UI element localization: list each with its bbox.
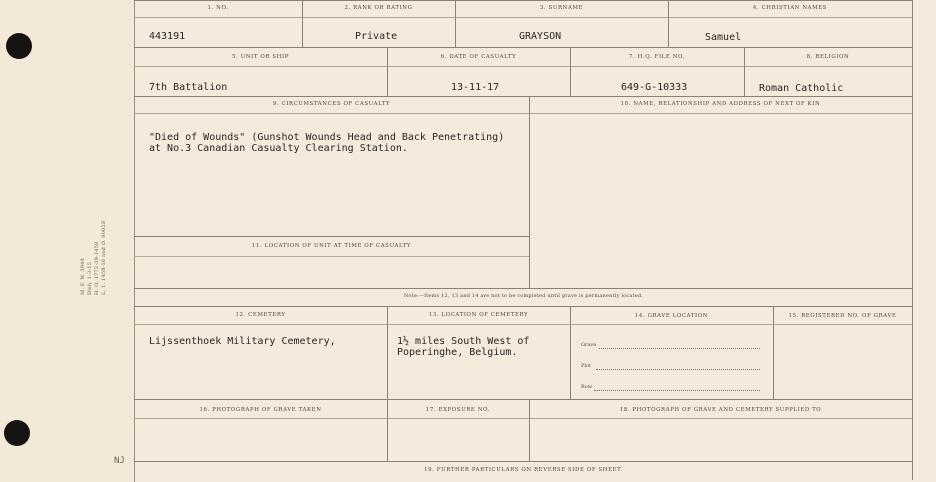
rule bbox=[134, 324, 913, 325]
surname-value: GRAYSON bbox=[519, 31, 562, 42]
rule bbox=[387, 306, 388, 399]
plot-dotted-line bbox=[596, 368, 760, 370]
rule bbox=[134, 306, 913, 307]
christian-names-value: Samuel bbox=[705, 32, 742, 43]
rule bbox=[529, 96, 530, 288]
hq-file-value: 649-G-10333 bbox=[621, 82, 688, 93]
field-label-unit: 5. UNIT OR SHIP bbox=[232, 54, 289, 60]
rule bbox=[134, 418, 913, 419]
field-label-hq-file: 7. H.Q. FILE NO. bbox=[628, 54, 686, 60]
field-label-registered-no: 15. REGISTERED NO. OF GRAVE bbox=[788, 313, 897, 319]
rank-value: Private bbox=[355, 31, 398, 42]
field-label-circumstances: 9. CIRCUMSTANCES OF CASUALTY bbox=[272, 101, 391, 107]
grave-dotted-line bbox=[599, 347, 760, 349]
rule bbox=[134, 461, 913, 462]
rule bbox=[134, 0, 913, 1]
print-code-line: H. Q. 1772-39-1458 bbox=[94, 241, 100, 295]
location-cemetery-value: 1½ miles South West of Poperinghe, Belgium. bbox=[397, 336, 530, 358]
rule bbox=[570, 306, 571, 399]
religion-value: Roman Catholic bbox=[759, 83, 844, 94]
service-number: 443191 bbox=[149, 31, 186, 42]
field-label-religion: 8. RELIGION bbox=[806, 54, 850, 60]
row-dotted-line bbox=[594, 389, 760, 391]
cemetery-value: Lijssenthoek Military Cemetery, bbox=[149, 336, 336, 347]
field-label-date-casualty: 6. DATE OF CASUALTY bbox=[440, 54, 517, 60]
print-code-line: M. F. W. 3944 bbox=[80, 258, 86, 295]
print-code-line: Dlsb. 1-3-15 bbox=[87, 261, 93, 295]
rule bbox=[773, 306, 774, 399]
rule bbox=[134, 96, 913, 97]
field-label-no: 1. NO. bbox=[207, 5, 229, 11]
rule bbox=[134, 236, 529, 237]
plot-label: Plot bbox=[581, 363, 591, 369]
rule bbox=[134, 256, 529, 257]
rule bbox=[134, 66, 913, 67]
further-particulars-note: 19. FURTHER PARTICULARS ON REVERSE SIDE OF SHEET. bbox=[424, 467, 623, 473]
field-label-grave-location: 14. GRAVE LOCATION bbox=[634, 313, 709, 319]
field-label-rank: 2. RANK OR RATING bbox=[344, 5, 413, 11]
field-label-location-cemetery: 13. LOCATION OF CEMETERY bbox=[428, 312, 529, 318]
row-label: Row bbox=[581, 384, 593, 390]
rule bbox=[912, 0, 913, 480]
field-label-photo-taken: 16. PHOTOGRAPH OF GRAVE TAKEN bbox=[199, 407, 322, 413]
grave-label: Grave bbox=[581, 342, 597, 348]
field-label-location-unit: 11. LOCATION OF UNIT AT TIME OF CASUALTY bbox=[251, 243, 412, 249]
rule bbox=[134, 47, 913, 48]
field-label-exposure: 17. EXPOSURE NO. bbox=[425, 407, 491, 413]
date-casualty-value: 13-11-17 bbox=[451, 82, 500, 93]
circumstances-value: "Died of Wounds" (Gunshot Wounds Head and Back Penetrating) at No.3 Canadian Casualty Clearing Station. bbox=[149, 132, 505, 154]
rule bbox=[134, 399, 913, 400]
field-label-next-of-kin: 10. NAME, RELATIONSHIP AND ADDRESS OF NEXT OF KIN bbox=[620, 101, 821, 107]
print-code-line: L. 1. 1458-16 and D. 9002E bbox=[101, 220, 107, 295]
unit-value: 7th Battalion bbox=[149, 82, 228, 93]
punch-hole-bottom bbox=[4, 420, 30, 446]
clerk-initials: NJ bbox=[114, 456, 125, 466]
rule bbox=[134, 113, 913, 114]
form-note: Note:—Items 12, 13 and 14 are not to be completed until grave is permanently located. bbox=[403, 293, 644, 299]
field-label-surname: 3. SURNAME bbox=[539, 5, 584, 11]
rule bbox=[134, 288, 913, 289]
rule bbox=[134, 17, 913, 18]
form-print-code bbox=[80, 205, 140, 295]
field-label-cemetery: 12. CEMETERY bbox=[235, 312, 286, 318]
punch-hole-top bbox=[6, 33, 32, 59]
field-label-photo-supplied: 18. PHOTOGRAPH OF GRAVE AND CEMETERY SUPPLIED TO bbox=[619, 407, 822, 413]
field-label-christian-names: 4. CHRISTIAN NAMES bbox=[752, 5, 828, 11]
